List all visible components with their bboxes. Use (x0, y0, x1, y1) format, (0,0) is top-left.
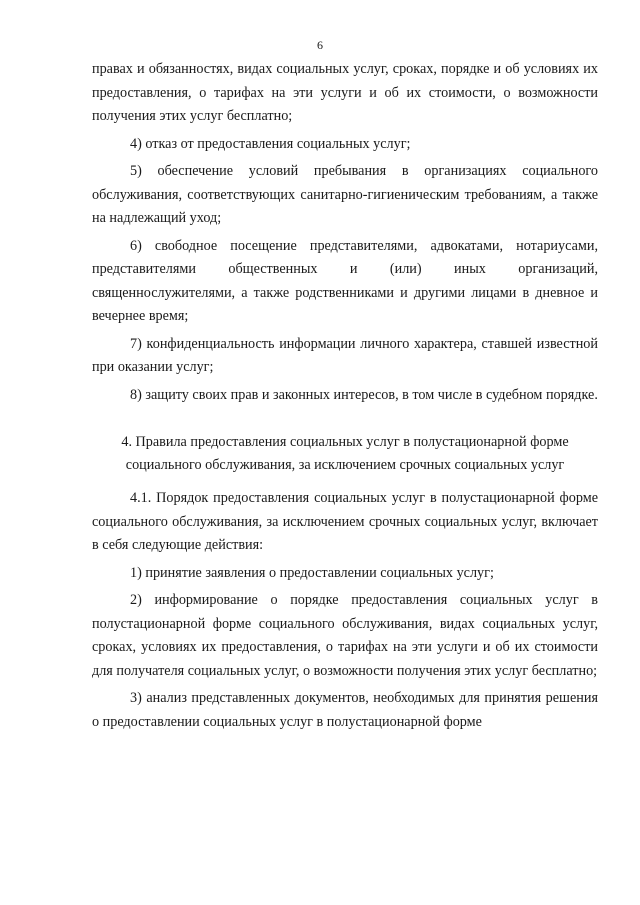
action-item-1: 1) принятие заявления о предоставлении социальных услуг; (130, 564, 494, 581)
document-body (92, 58, 598, 738)
page-number: 6 (317, 38, 323, 52)
action-item-2: 2) информирование о порядке предоставления социальных услуг в полустационарной форме социального обслуживания, видах социальных услуг, сроках, условиях их предоставления, о тарифах на эти услуги и об их стоимости для получателя социальных услуг, о возможности получения этих услуг бесплатно; (92, 592, 598, 679)
list-item-8: 8) защиту своих прав и законных интересов, в том числе в судебном порядке. (130, 386, 598, 403)
list-item-5: 5) обеспечение условий пребывания в организациях социального обслуживания, соответствующих санитарно-гигиеническим требованиям, а также на надлежащий уход; (92, 163, 598, 226)
action-item-3: 3) анализ представленных документов, необходимых для принятия решения о предоставлении социальных услуг в полустационарной форме (92, 690, 598, 730)
paragraph-continuation: правах и обязанностях, видах социальных услуг, сроках, порядке и об условиях их предоставления, о тарифах на эти услуги и об их стоимости, о возможности получения этих услуг бесплатно; (92, 61, 598, 124)
section-heading: 4. Правила предоставления социальных услуг в полустационарной форме социального обслуживания, за исключением срочных социальных услуг (121, 434, 569, 473)
clause-4-1: 4.1. Порядок предоставления социальных услуг в полустационарной форме социального обслуживания, за исключением срочных социальных услуг, включает в себя следующие действия: (92, 490, 598, 553)
list-item-4: 4) отказ от предоставления социальных услуг; (130, 135, 411, 152)
list-item-6: 6) свободное посещение представителями, адвокатами, нотариусами, представителями общественных и (или) иных организаций, священнослужителями, а также родственниками и другими лицами в дневное и вечернее время; (92, 237, 598, 324)
list-item-7: 7) конфиденциальность информации личного характера, ставшей известной при оказании услуг; (92, 335, 598, 375)
